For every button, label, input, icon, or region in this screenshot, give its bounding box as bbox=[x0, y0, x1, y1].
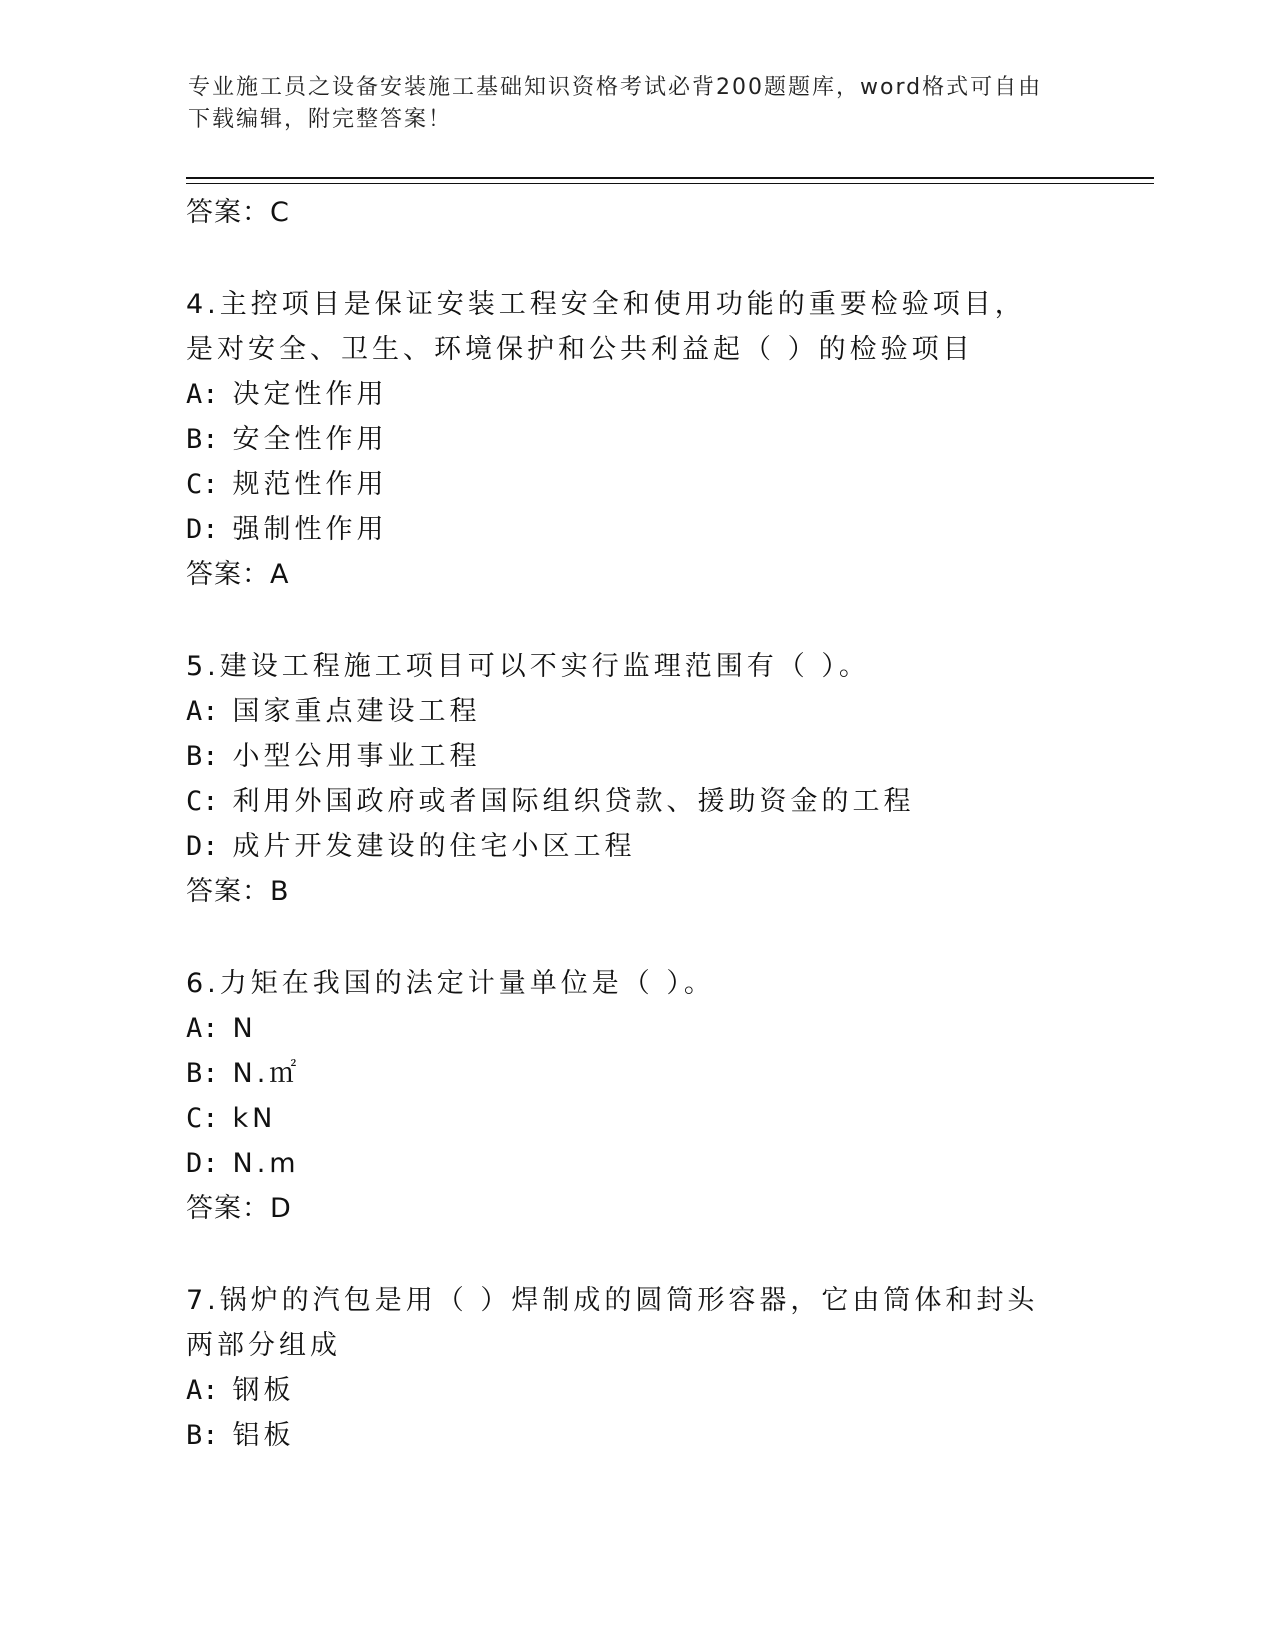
option-c bbox=[186, 462, 1146, 507]
option-b bbox=[186, 734, 1146, 779]
option-key: B: bbox=[186, 424, 219, 455]
option-key: C: bbox=[186, 469, 219, 500]
question-4 bbox=[186, 282, 1146, 597]
question-text: 5.建设工程施工项目可以不实行监理范围有（ ）。 bbox=[186, 651, 870, 682]
option-text: N.㎡ bbox=[232, 1058, 301, 1089]
option-c bbox=[186, 779, 1146, 824]
document-header bbox=[188, 72, 1088, 136]
option-text: 成片开发建设的住宅小区工程 bbox=[232, 831, 636, 862]
option-a bbox=[186, 689, 1146, 734]
option-key: D: bbox=[186, 514, 219, 545]
option-b bbox=[186, 417, 1146, 462]
answer-label: 答案： bbox=[186, 1193, 270, 1224]
answer-label: 答案： bbox=[186, 876, 270, 907]
option-key: A: bbox=[186, 1013, 219, 1044]
option-text: 国家重点建设工程 bbox=[232, 696, 481, 727]
option-text: 小型公用事业工程 bbox=[232, 741, 481, 772]
option-key: B: bbox=[186, 1058, 219, 1089]
answer-line bbox=[186, 869, 1146, 914]
question-text: 4.主控项目是保证安装工程安全和使用功能的重要检验项目，是对安全、卫生、环境保护和公共利益起（ ）的检验项目 bbox=[186, 289, 1026, 365]
option-a bbox=[186, 1368, 1146, 1413]
answer-line bbox=[186, 552, 1146, 597]
header-line-2: 下载编辑，附完整答案！ bbox=[188, 107, 453, 132]
option-key: A: bbox=[186, 379, 219, 410]
option-key: A: bbox=[186, 696, 219, 727]
option-a bbox=[186, 1006, 1146, 1051]
option-d bbox=[186, 507, 1146, 552]
answer-value: B bbox=[270, 876, 291, 907]
header-divider-thin bbox=[186, 183, 1154, 184]
option-b bbox=[186, 1051, 1146, 1096]
answer-value: A bbox=[270, 559, 291, 590]
option-c bbox=[186, 1096, 1146, 1141]
question-7 bbox=[186, 1278, 1146, 1458]
option-a bbox=[186, 372, 1146, 417]
question-6 bbox=[186, 961, 1146, 1231]
option-b bbox=[186, 1413, 1146, 1458]
option-key: C: bbox=[186, 786, 219, 817]
option-text: 规范性作用 bbox=[232, 469, 388, 500]
answer-value: C bbox=[270, 197, 291, 228]
answer-label: 答案： bbox=[186, 197, 270, 228]
option-text: 安全性作用 bbox=[232, 424, 388, 455]
option-text: kN bbox=[232, 1103, 277, 1134]
header-divider-thick bbox=[186, 177, 1154, 179]
question-5 bbox=[186, 644, 1146, 914]
option-text: 铝板 bbox=[232, 1420, 295, 1451]
option-key: B: bbox=[186, 1420, 219, 1451]
option-text: 钢板 bbox=[232, 1375, 295, 1406]
answer-label: 答案： bbox=[186, 559, 270, 590]
header-line-1: 专业施工员之设备安装施工基础知识资格考试必背200题题库，word格式可自由 bbox=[188, 75, 1043, 100]
option-key: D: bbox=[186, 1148, 219, 1179]
option-text: N.m bbox=[232, 1148, 300, 1179]
question-text: 6.力矩在我国的法定计量单位是（ ）。 bbox=[186, 968, 715, 999]
answer-value: D bbox=[270, 1193, 293, 1224]
option-key: C: bbox=[186, 1103, 219, 1134]
option-text: 决定性作用 bbox=[232, 379, 388, 410]
question-list bbox=[186, 190, 1146, 1458]
option-key: A: bbox=[186, 1375, 219, 1406]
option-text: 利用外国政府或者国际组织贷款、援助资金的工程 bbox=[232, 786, 915, 817]
option-key: D: bbox=[186, 831, 219, 862]
option-d bbox=[186, 1141, 1146, 1186]
answer-line bbox=[186, 1186, 1146, 1231]
option-text: 强制性作用 bbox=[232, 514, 388, 545]
answer-line bbox=[186, 190, 1146, 235]
option-key: B: bbox=[186, 741, 219, 772]
question-text: 7.锅炉的汽包是用（ ）焊制成的圆筒形容器，它由筒体和封头两部分组成 bbox=[186, 1285, 1039, 1361]
option-d bbox=[186, 824, 1146, 869]
option-text: N bbox=[232, 1013, 257, 1044]
